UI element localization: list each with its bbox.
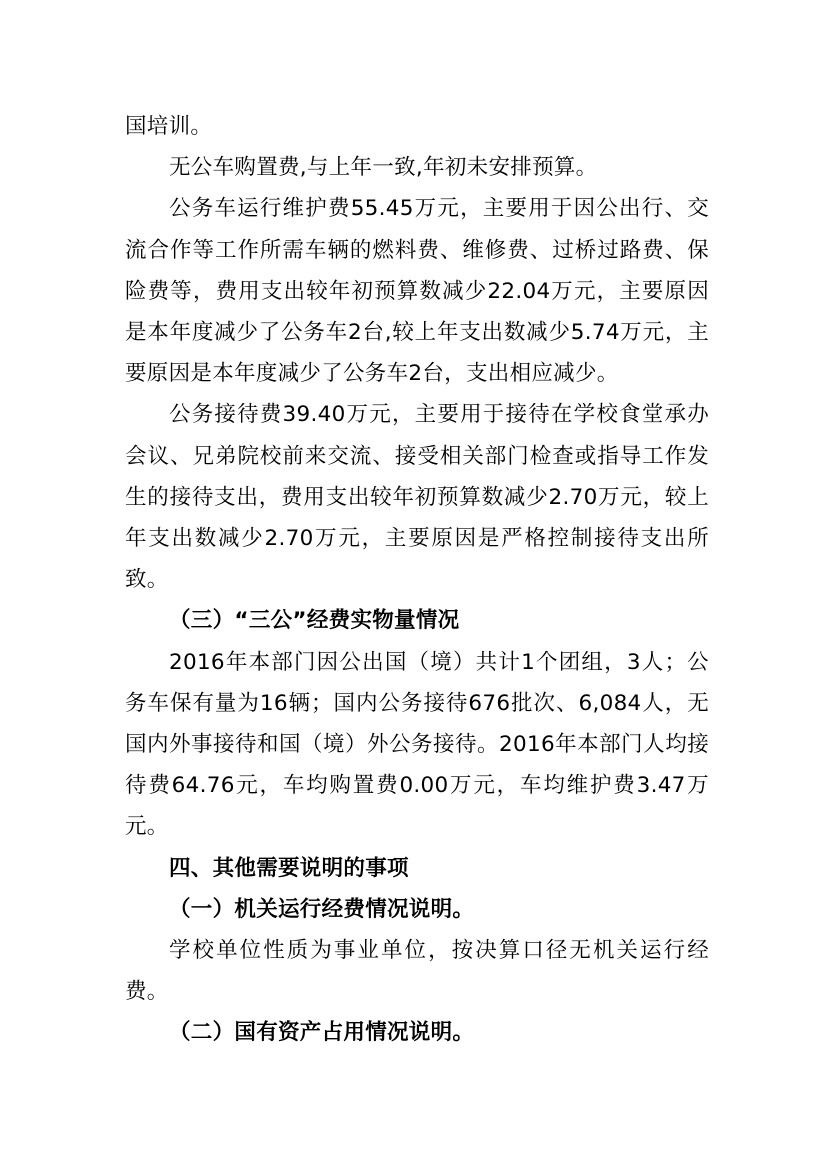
paragraph-vehicle-purchase: 无公车购置费,与上年一致,年初未安排预算。 <box>169 155 598 181</box>
section-heading-other-matters: 四、其他需要说明的事项 <box>169 855 409 881</box>
paragraph-physical-quantity: 2016年本部门因公出国（境）共计1个团组，3人；公务车保有量为16辆；国内公务接待676批次、6,084人，无国内外事接待和国（境）外公务接待。2016年本部门人均接待费64.76元，车均购置费0.00万元，车均维护费3.47万元。 <box>125 649 709 840</box>
paragraph-reception-expense: 公务接待费39.40万元，主要用于接待在学校食堂承办会议、兄弟院校前来交流、接受相关部门检查或指导工作发生的接待支出，费用支出较年初预算数减少2.70万元，较上年支出数减少2.70万元，主要原因是严格控制接待支出所致。 <box>125 402 709 593</box>
section-heading-physical-quantity: （三）“三公”经费实物量情况 <box>169 608 460 634</box>
subsection-heading-operating-expense: （一）机关运行经费情况说明。 <box>169 896 475 922</box>
paragraph-continuation: 国培训。 <box>125 114 213 139</box>
paragraph-operating-expense: 学校单位性质为事业单位，按决算口径无机关运行经费。 <box>125 938 709 1005</box>
document-body <box>125 106 709 1054</box>
subsection-heading-state-assets: （二）国有资产占用情况说明。 <box>169 1020 475 1046</box>
paragraph-vehicle-maintenance: 公务车运行维护费55.45万元，主要用于因公出行、交流合作等工作所需车辆的燃料费、维修费、过桥过路费、保险费等，费用支出较年初预算数减少22.04万元，主要原因是本年度减少了公务车2台,较上年支出数减少5.74万元，主要原因是本年度减少了公务车2台，支出相应减少。 <box>125 196 709 387</box>
